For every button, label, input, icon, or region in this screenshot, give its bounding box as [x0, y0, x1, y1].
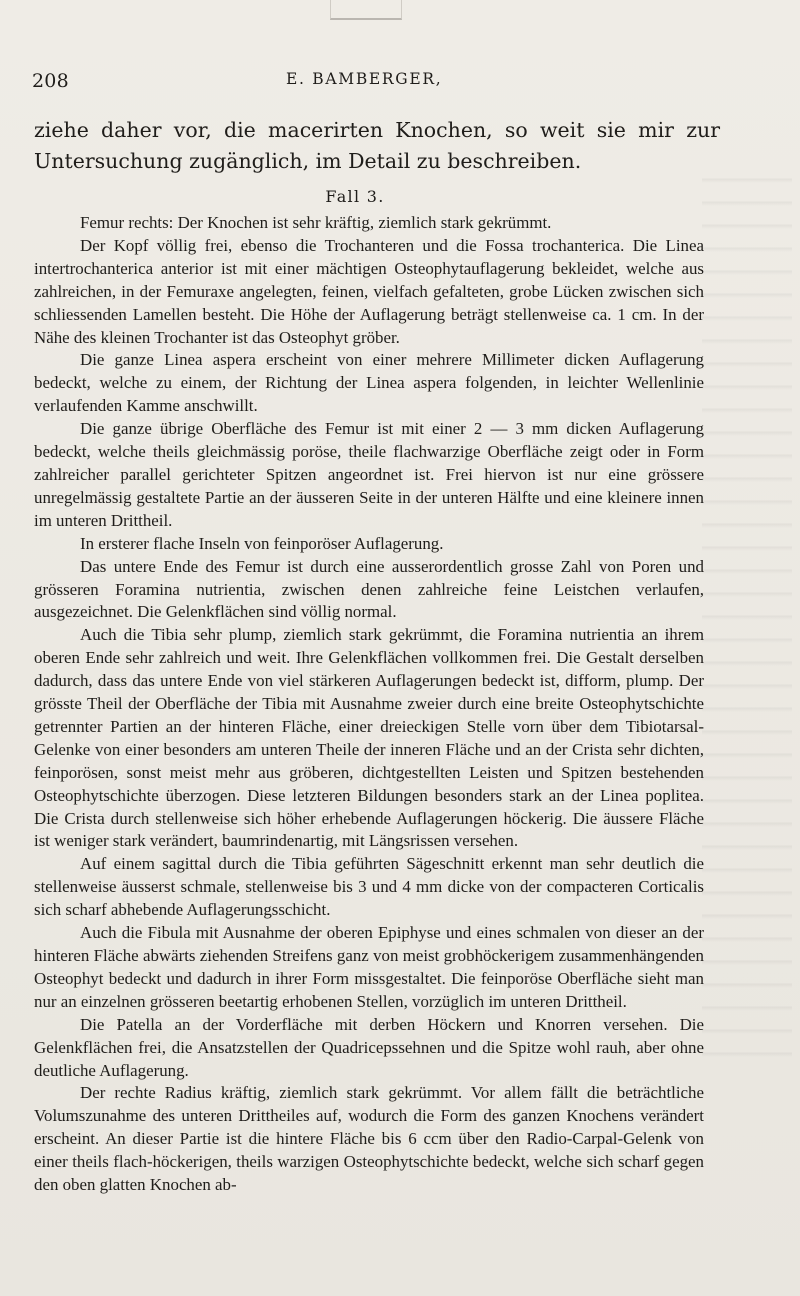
running-head: E. BAMBERGER, — [286, 70, 443, 88]
paragraph: Die ganze übrige Oberfläche des Femur ist mit einer 2 — 3 mm dicken Auflagerung bedeckt, welche theils gleichmässig poröse, theile flachwarzige Oberfläche zeigt oder in Form zahlreicher parallel gerichteter Spitzen angeordnet ist. Frei hiervon ist nur eine grössere unregelmässig gestaltete Partie an der äusseren Seite in der unteren Hälfte und eine kleinere innen im unteren Drittheil. — [34, 419, 704, 530]
intro-paragraph: ziehe daher vor, die macerirten Knochen, so weit sie mir zur Untersuchung zugänglich, im Detail zu beschreiben. — [34, 118, 720, 173]
paragraph: Die Patella an der Vorderfläche mit derben Höckern und Knorren versehen. Die Gelenkflächen frei, die Ansatzstellen der Quadricepssehnen und die Spitze wohl rauh, aber ohne deutliche Auflagerung. — [34, 1014, 704, 1080]
paragraph: Femur rechts: Der Knochen ist sehr kräftig, ziemlich stark gekrümmt. — [80, 213, 552, 232]
paragraph: In ersterer flache Inseln von feinporöser Auflagerung. — [80, 533, 444, 553]
binding-mark — [330, 0, 402, 20]
paragraph: Das untere Ende des Femur ist durch eine ausserordentlich grosse Zahl von Poren und grösseren Foramina nutrientia, zwischen denen zahlreiche feine Leistchen verlaufen, ausgezeichnet. Die Gelenkflächen sind völlig normal. — [34, 556, 704, 622]
page-number: 208 — [32, 70, 69, 92]
paragraph: Auch die Tibia sehr plump, ziemlich stark gekrümmt, die Foramina nutrientia an ihrem oberen Ende sehr zahlreich und weit. Ihre Gelenkflächen vollkommen frei. Die Gestalt derselben dadurch, dass das untere Ende von viel stärkeren Auflagerungen bedeckt ist, difform, plump. Der grösste Theil der Oberfläche der Tibia mit Ausnahme zweier durch eine breite Osteophytschichte getrennter Partien an der hinteren Fläche, einer dreieckigen Stelle vorn über dem Tibiotarsal-Gelenke von einer besonders am unteren Theile der inneren Fläche und an der Crista sehr dichten, feinporösen, sonst meist mehr aus gröberen, dichtgestellten Leisten und Spitzen bestehenden Osteophytschichte überzogen. Diese letzteren Bildungen besonders stark an der Linea poplitea. Die Crista durch stellenweise sich höher erhebende Auflagerungen höckerig. Die äussere Fläche ist weniger stark verändert, baumrindenartig, mit Längsrissen versehen. — [34, 625, 704, 851]
show-through-text — [702, 160, 792, 1060]
paragraph: Auch die Fibula mit Ausnahme der oberen Epiphyse und eines schmalen von dieser an der hinteren Fläche abwärts ziehenden Streifens ganz von meist grobhöckerigem zusammenhängenden Osteophyt bedeckt und dadurch in ihrer Form missgestaltet. Die feinporöse Oberfläche sieht man nur an einzelnen grösseren beetartig erhobenen Stellen, vorzüglich im unteren Drittheil. — [34, 923, 704, 1011]
paragraph: Auf einem sagittal durch die Tibia geführten Sägeschnitt erkennt man sehr deutlich die stellenweise äusserst schmale, stellenweise bis 3 und 4 mm dicke von der compacteren Corticalis sich scharf abhebende Auflagerungsschicht. — [34, 854, 704, 920]
paragraph: Der Kopf völlig frei, ebenso die Trochanteren und die Fossa trochanterica. Die Linea intertrochanterica anterior ist mit einer mächtigen Osteophytauflagerung bekleidet, welche aus zahlreichen, in der Femuraxe angelegten, feinen, vielfach gefalteten, grobe Lücken zwischen sich schliessenden Lamellen besteht. Die Höhe der Auflagerung beträgt stellenweise ca. 1 cm. In der Nähe des kleinen Trochanter ist das Osteophyt gröber. — [34, 235, 704, 347]
body-text — [34, 212, 704, 1197]
paragraph: Der rechte Radius kräftig, ziemlich stark gekrümmt. Vor allem fällt die beträchtliche Volumszunahme des unteren Drittheiles auf, wodurch die Form des ganzen Knochens verändert erscheint. An dieser Partie ist die hintere Fläche bis 6 ccm über den Radio-Carpal-Gelenk von einer theils flach-höckerigen, theils warzigen Osteophytschichte bedeckt, welche sich scharf gegen den oben glatten Knochen ab- — [34, 1083, 704, 1195]
paragraph: Die ganze Linea aspera erscheint von einer mehrere Millimeter dicken Auflagerung bedeckt, welche zu einem, der Richtung der Linea aspera folgenden, in leichter Wellenlinie verlaufenden Kamme anschwillt. — [34, 350, 704, 416]
section-title: Fall 3. — [325, 187, 385, 206]
